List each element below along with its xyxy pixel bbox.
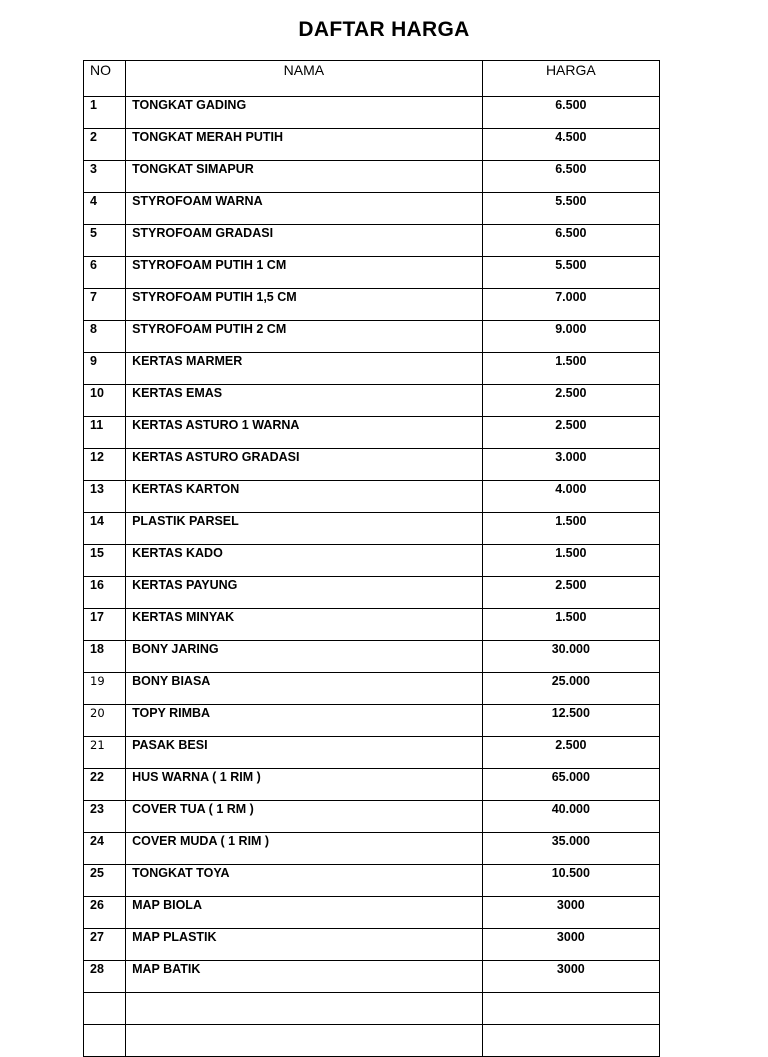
cell-harga: 9.000 xyxy=(482,321,659,353)
cell-harga: 4.500 xyxy=(482,129,659,161)
cell-harga: 6.500 xyxy=(482,161,659,193)
table-row xyxy=(84,961,660,993)
cell-harga: 2.500 xyxy=(482,417,659,449)
table-row xyxy=(84,929,660,961)
cell-no: 16 xyxy=(84,577,126,609)
cell-no: 10 xyxy=(84,385,126,417)
table-body xyxy=(84,97,660,1057)
cell-no: 17 xyxy=(84,609,126,641)
cell-nama: TOPY RIMBA xyxy=(126,705,483,737)
cell-harga xyxy=(482,993,659,1025)
cell-nama: TONGKAT GADING xyxy=(126,97,483,129)
cell-harga: 6.500 xyxy=(482,225,659,257)
cell-harga: 2.500 xyxy=(482,737,659,769)
cell-harga: 3000 xyxy=(482,929,659,961)
table-row xyxy=(84,673,660,705)
header-harga: HARGA xyxy=(482,61,659,97)
cell-no: 4 xyxy=(84,193,126,225)
cell-no: 1 xyxy=(84,97,126,129)
cell-nama xyxy=(126,993,483,1025)
cell-harga: 1.500 xyxy=(482,353,659,385)
cell-harga: 5.500 xyxy=(482,193,659,225)
cell-harga: 3000 xyxy=(482,961,659,993)
cell-harga: 65.000 xyxy=(482,769,659,801)
cell-harga: 35.000 xyxy=(482,833,659,865)
table-row xyxy=(84,769,660,801)
cell-nama: TONGKAT MERAH PUTIH xyxy=(126,129,483,161)
cell-nama: KERTAS KARTON xyxy=(126,481,483,513)
cell-no: 27 xyxy=(84,929,126,961)
cell-harga: 25.000 xyxy=(482,673,659,705)
cell-nama: STYROFOAM PUTIH 1 CM xyxy=(126,257,483,289)
table-row xyxy=(84,705,660,737)
cell-no: 5 xyxy=(84,225,126,257)
cell-nama: STYROFOAM GRADASI xyxy=(126,225,483,257)
table-row xyxy=(84,865,660,897)
cell-no: 12 xyxy=(84,449,126,481)
cell-nama: MAP PLASTIK xyxy=(126,929,483,961)
cell-no: 7 xyxy=(84,289,126,321)
cell-no: 28 xyxy=(84,961,126,993)
cell-nama: TONGKAT TOYA xyxy=(126,865,483,897)
cell-no: 9 xyxy=(84,353,126,385)
cell-nama xyxy=(126,1025,483,1057)
cell-nama: TONGKAT SIMAPUR xyxy=(126,161,483,193)
cell-no: 22 xyxy=(84,769,126,801)
cell-harga: 1.500 xyxy=(482,513,659,545)
cell-nama: KERTAS EMAS xyxy=(126,385,483,417)
cell-nama: KERTAS ASTURO GRADASI xyxy=(126,449,483,481)
table-row xyxy=(84,737,660,769)
table-row xyxy=(84,897,660,929)
table-row xyxy=(84,609,660,641)
cell-nama: MAP BIOLA xyxy=(126,897,483,929)
cell-nama: COVER TUA ( 1 RM ) xyxy=(126,801,483,833)
table-row xyxy=(84,417,660,449)
table-row xyxy=(84,129,660,161)
cell-no: 11 xyxy=(84,417,126,449)
table-row xyxy=(84,801,660,833)
table-row xyxy=(84,97,660,129)
cell-no: 20 xyxy=(84,705,126,737)
table-row xyxy=(84,513,660,545)
header-nama: NAMA xyxy=(126,61,483,97)
cell-no: 13 xyxy=(84,481,126,513)
cell-nama: BONY JARING xyxy=(126,641,483,673)
cell-no: 24 xyxy=(84,833,126,865)
page-title: DAFTAR HARGA xyxy=(298,18,470,41)
cell-harga: 40.000 xyxy=(482,801,659,833)
table-row xyxy=(84,321,660,353)
table-row xyxy=(84,257,660,289)
cell-no xyxy=(84,1025,126,1057)
cell-harga: 7.000 xyxy=(482,289,659,321)
cell-harga xyxy=(482,1025,659,1057)
table-row xyxy=(84,577,660,609)
cell-nama: PASAK BESI xyxy=(126,737,483,769)
cell-harga: 2.500 xyxy=(482,385,659,417)
cell-nama: KERTAS PAYUNG xyxy=(126,577,483,609)
cell-nama: STYROFOAM PUTIH 2 CM xyxy=(126,321,483,353)
table-row xyxy=(84,385,660,417)
cell-harga: 4.000 xyxy=(482,481,659,513)
table-row xyxy=(84,545,660,577)
cell-harga: 3.000 xyxy=(482,449,659,481)
cell-harga: 2.500 xyxy=(482,577,659,609)
table-row xyxy=(84,993,660,1025)
cell-nama: STYROFOAM WARNA xyxy=(126,193,483,225)
cell-nama: STYROFOAM PUTIH 1,5 CM xyxy=(126,289,483,321)
cell-no: 19 xyxy=(84,673,126,705)
cell-harga: 1.500 xyxy=(482,609,659,641)
cell-nama: KERTAS MARMER xyxy=(126,353,483,385)
cell-harga: 1.500 xyxy=(482,545,659,577)
table-row xyxy=(84,193,660,225)
table-row xyxy=(84,449,660,481)
cell-harga: 30.000 xyxy=(482,641,659,673)
cell-harga: 5.500 xyxy=(482,257,659,289)
cell-harga: 10.500 xyxy=(482,865,659,897)
table-row xyxy=(84,289,660,321)
cell-harga: 6.500 xyxy=(482,97,659,129)
cell-harga: 12.500 xyxy=(482,705,659,737)
table-row xyxy=(84,161,660,193)
cell-no: 18 xyxy=(84,641,126,673)
cell-nama: KERTAS MINYAK xyxy=(126,609,483,641)
cell-no: 3 xyxy=(84,161,126,193)
cell-no: 6 xyxy=(84,257,126,289)
table-row xyxy=(84,641,660,673)
price-table xyxy=(83,60,660,1057)
table-row xyxy=(84,481,660,513)
cell-harga: 3000 xyxy=(482,897,659,929)
cell-no: 25 xyxy=(84,865,126,897)
cell-no: 14 xyxy=(84,513,126,545)
cell-no: 2 xyxy=(84,129,126,161)
table-row xyxy=(84,353,660,385)
cell-no: 23 xyxy=(84,801,126,833)
cell-nama: PLASTIK PARSEL xyxy=(126,513,483,545)
cell-no: 15 xyxy=(84,545,126,577)
cell-nama: MAP BATIK xyxy=(126,961,483,993)
cell-nama: COVER MUDA ( 1 RIM ) xyxy=(126,833,483,865)
table-row xyxy=(84,1025,660,1057)
table-header-row xyxy=(84,61,660,97)
cell-no: 8 xyxy=(84,321,126,353)
cell-no: 26 xyxy=(84,897,126,929)
cell-nama: KERTAS KADO xyxy=(126,545,483,577)
cell-no: 21 xyxy=(84,737,126,769)
table-row xyxy=(84,833,660,865)
header-no: NO xyxy=(84,61,126,97)
cell-nama: HUS WARNA ( 1 RIM ) xyxy=(126,769,483,801)
table-row xyxy=(84,225,660,257)
cell-nama: BONY BIASA xyxy=(126,673,483,705)
cell-nama: KERTAS ASTURO 1 WARNA xyxy=(126,417,483,449)
cell-no xyxy=(84,993,126,1025)
